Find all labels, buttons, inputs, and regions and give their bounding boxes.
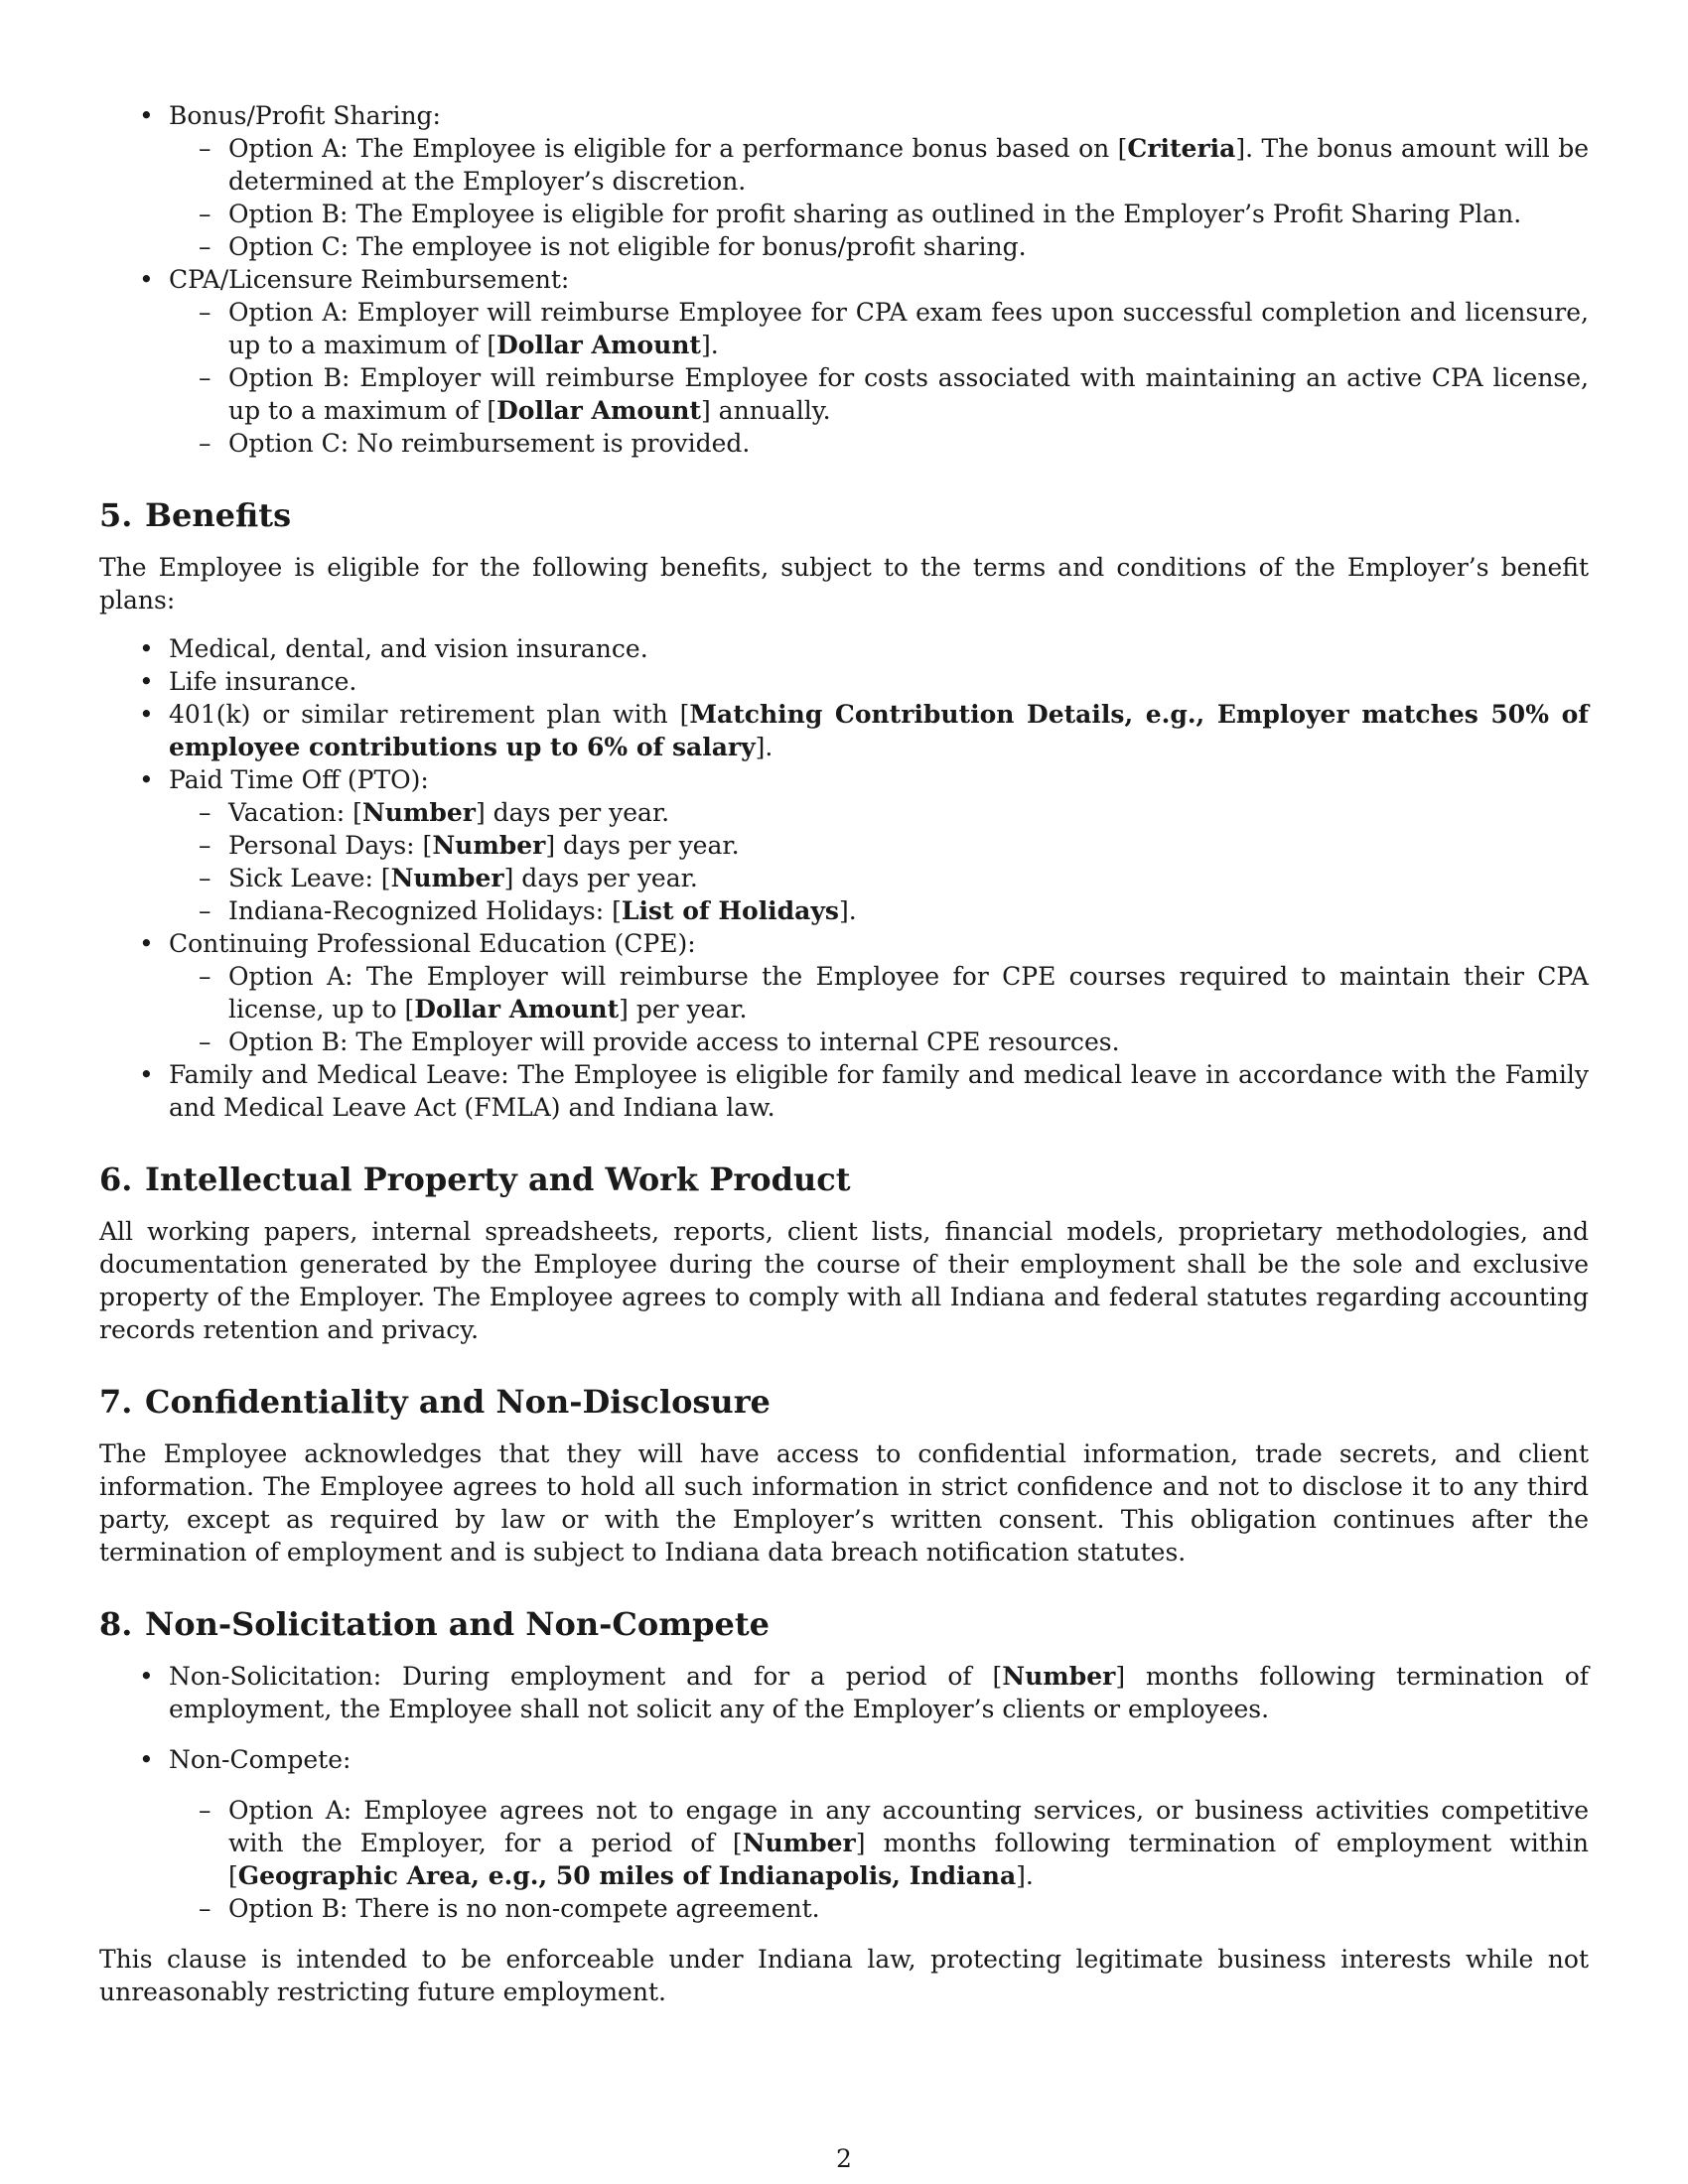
- sub-item-text: – Option B: There is no non-compete agreement.: [228, 1894, 820, 1923]
- sub-item-text: – Option B: The Employer will provide access to internal CPE resources.: [228, 1027, 1120, 1056]
- sub-item-text: – Option A: Employer will reimburse Employee for CPA exam fees upon successful completion and licensure, up to a maximum of [Dollar Amount].: [228, 298, 1589, 359]
- placeholder-field: Number: [742, 1829, 856, 1857]
- section-heading-confidentiality: [99, 1382, 1589, 1422]
- section-title: Intellectual Property and Work Product: [145, 1160, 851, 1198]
- sub-item: [169, 862, 1589, 894]
- list-item-pto: [99, 763, 1589, 927]
- placeholder-field: Number: [361, 798, 476, 827]
- list-item-text: • Continuing Professional Education (CPE):: [169, 929, 696, 958]
- list-item-non-compete: [99, 1743, 1589, 1776]
- non-compete-options-container: [99, 1794, 1589, 1925]
- benefits-list: [99, 632, 1589, 1124]
- list-item-text: • Life insurance.: [169, 667, 357, 696]
- section-title: Benefits: [145, 496, 292, 534]
- section-number: 8.: [99, 1605, 133, 1643]
- placeholder-field: Number: [1002, 1662, 1116, 1691]
- sub-item-text: – Option B: The Employee is eligible for profit sharing as outlined in the Employer’s Profit Sharing Plan.: [228, 200, 1522, 228]
- sub-item-text: – Option A: The Employee is eligible for a performance bonus based on [Criteria]. The bonus amount will be determined at the Employer’s discretion.: [228, 134, 1589, 196]
- sub-item: [169, 361, 1589, 427]
- placeholder-field: Dollar Amount: [414, 995, 620, 1024]
- placeholder-field: Dollar Amount: [496, 331, 701, 359]
- non-compete-options-wrap: [99, 1794, 1589, 1925]
- sub-item-text: – Option B: Employer will reimburse Employee for costs associated with maintaining an active CPA license, up to a maximum of [Dollar Amount] annually.: [228, 363, 1589, 425]
- placeholder-field: Matching Contribution Details, e.g., Employer matches 50% of employee contributions up to 6% of salary: [169, 700, 1589, 761]
- cpe-list: [169, 960, 1589, 1058]
- section-title: Non-Solicitation and Non-Compete: [145, 1605, 770, 1643]
- section-intro: The Employee is eligible for the following benefits, subject to the terms and conditions of the Employer’s benefit plans:: [99, 553, 1589, 614]
- sub-item: [169, 796, 1589, 829]
- sub-item: [169, 1794, 1589, 1892]
- section-title: Confidentiality and Non-Disclosure: [145, 1383, 771, 1421]
- section-number: 7.: [99, 1383, 133, 1421]
- sub-item: [169, 960, 1589, 1025]
- placeholder-field: Dollar Amount: [496, 396, 701, 425]
- sub-item-text: – Indiana-Recognized Holidays: [List of Holidays].: [228, 896, 857, 925]
- list-item: [99, 632, 1589, 665]
- list-item-text: • Bonus/Profit Sharing:: [169, 101, 441, 130]
- sub-item-text: – Option C: The employee is not eligible for bonus/profit sharing.: [228, 232, 1027, 261]
- section-number: 5.: [99, 496, 133, 534]
- placeholder-field: Geographic Area, e.g., 50 miles of Indianapolis, Indiana: [237, 1861, 1017, 1890]
- sub-item: [169, 1025, 1589, 1058]
- sub-item: [169, 829, 1589, 862]
- sub-item: [169, 427, 1589, 460]
- document-page: [99, 99, 1589, 2008]
- section-heading-intellectual-property: [99, 1160, 1589, 1199]
- list-item-text: • Non-Solicitation: During employment and for a period of [Number] months following termination of employment, the Employee shall not solicit any of the Employer’s clients or employees.: [169, 1662, 1589, 1723]
- sub-item-text: – Option A: Employee agrees not to engage in any accounting services, or business activities competitive with the Employer, for a period of [Number] months following termination of employment within [Geographic Area, e.g., 50 miles of Indianapolis, Indiana].: [228, 1796, 1589, 1890]
- section-closing: This clause is intended to be enforceable under Indiana law, protecting legitimate business interests while not unreasonably restricting future employment.: [99, 1945, 1589, 2006]
- cpa-options: [169, 296, 1589, 460]
- section-number: 6.: [99, 1160, 133, 1198]
- list-item-text: • Medical, dental, and vision insurance.: [169, 634, 648, 663]
- bonus-options: [169, 132, 1589, 263]
- list-item-text: • 401(k) or similar retirement plan with [Matching Contribution Details, e.g., Employer matches 50% of employee contributions up to 6% of salary].: [169, 700, 1589, 761]
- list-item: [99, 1058, 1589, 1124]
- page-number: 2: [836, 2144, 852, 2173]
- sub-item: [169, 230, 1589, 263]
- sub-item-text: – Vacation: [Number] days per year.: [228, 798, 670, 827]
- sub-item: [169, 1892, 1589, 1925]
- sub-item: [169, 132, 1589, 198]
- list-item-text: • Family and Medical Leave: The Employee is eligible for family and medical leave in accordance with the Family and Medical Leave Act (FMLA) and Indiana law.: [169, 1060, 1589, 1122]
- list-item-non-solicitation: [99, 1660, 1589, 1725]
- list-item-text: • Paid Time Off (PTO):: [169, 765, 429, 794]
- placeholder-field: Number: [432, 831, 546, 860]
- list-item: [99, 665, 1589, 698]
- placeholder-field: Number: [390, 864, 504, 892]
- compensation-list: [99, 99, 1589, 460]
- sub-item-text: – Option C: No reimbursement is provided.: [228, 429, 751, 458]
- pto-list: [169, 796, 1589, 927]
- placeholder-field: Criteria: [1127, 134, 1236, 163]
- list-item-text: • Non-Compete:: [169, 1745, 352, 1774]
- placeholder-field: List of Holidays: [621, 896, 839, 925]
- sub-item: [169, 198, 1589, 230]
- non-compete-list: [99, 1743, 1589, 1776]
- sub-item-text: – Sick Leave: [Number] days per year.: [228, 864, 698, 892]
- list-item: [99, 698, 1589, 763]
- sub-item: [169, 296, 1589, 361]
- section-heading-non-solicitation: [99, 1604, 1589, 1644]
- non-compete-options: [169, 1794, 1589, 1925]
- section-body: All working papers, internal spreadsheets, reports, client lists, financial models, proprietary methodologies, and documentation generated by the Employee during the course of their employment shall be the sole and exclusive property of the Employer. The Employee agrees to comply with all Indiana and federal statutes regarding accounting records retention and privacy.: [99, 1217, 1589, 1344]
- section-body: The Employee acknowledges that they will have access to confidential information, trade secrets, and client information. The Employee agrees to hold all such information in strict confidence and not to disclose it to any third party, except as required by law or with the Employer’s written consent. This obligation continues after the termination of employment and is subject to Indiana data breach notification statutes.: [99, 1439, 1589, 1567]
- sub-item-text: – Personal Days: [Number] days per year.: [228, 831, 740, 860]
- non-solicitation-list: [99, 1660, 1589, 1725]
- sub-item-text: – Option A: The Employer will reimburse the Employee for CPE courses required to maintain their CPA license, up to [Dollar Amount] per year.: [228, 962, 1589, 1024]
- list-item-text: • CPA/Licensure Reimbursement:: [169, 265, 570, 294]
- list-item-bonus: [99, 99, 1589, 263]
- section-heading-benefits: [99, 495, 1589, 535]
- sub-item: [169, 894, 1589, 927]
- list-item-cpe: [99, 927, 1589, 1058]
- list-item-cpa-reimbursement: [99, 263, 1589, 460]
